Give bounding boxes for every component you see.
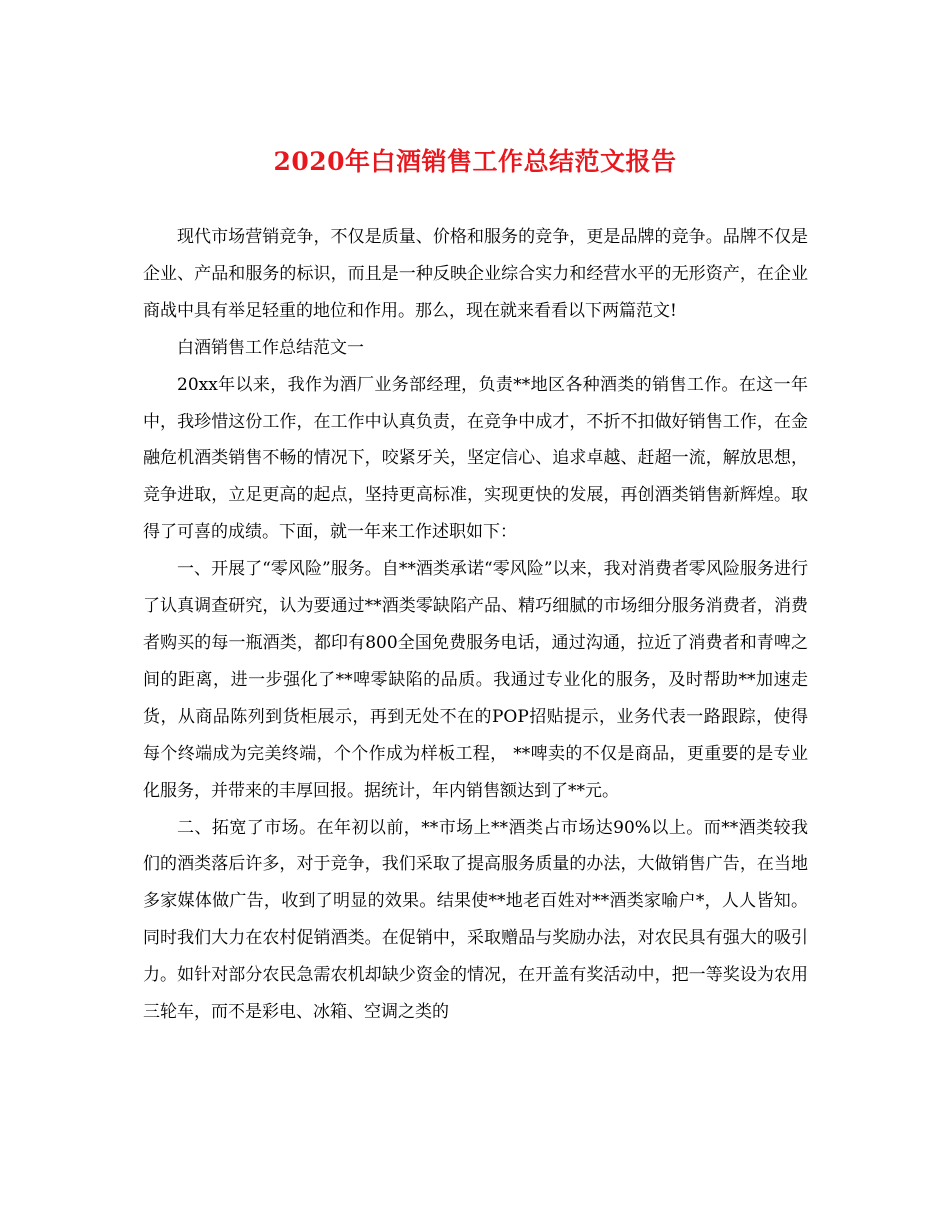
section-heading: 白酒销售工作总结范文一 xyxy=(177,337,364,358)
intro-paragraph: 现代市场营销竞争，不仅是质量、价格和服务的竞争，更是品牌的竞争。品牌不仅是企业、产品和服务的标识，而且是一种反映企业综合实力和经营水平的无形资产，在企业商战中具有举足轻重的地位和作用。那么，现在就来看看以下两篇范文! xyxy=(143,227,808,321)
body-paragraph: 20xx年以来，我作为酒厂业务部经理，负责**地区各种酒类的销售工作。在这一年中，我珍惜这份工作，在工作中认真负责，在竞争中成才，不折不扣做好销售工作，在金融危机酒类销售不畅的情况下，咬紧牙关，坚定信心、追求卓越、赶超一流，解放思想，竞争进取，立足更高的起点，坚持更高标准，实现更快的发展，再创酒类销售新辉煌。取得了可喜的成绩。下面，就一年来工作述职如下： xyxy=(143,374,808,543)
body-paragraph: 一、开展了“零风险”服务。自**酒类承诺“零风险”以来，我对消费者零风险服务进行了认真调查研究，认为要通过**酒类零缺陷产品、精巧细腻的市场细分服务消费者，消费者购买的每一瓶酒类，都印有800全国免费服务电话，通过沟通，拉近了消费者和青啤之间的距离，进一步强化了**啤零缺陷的品质。我通过专业化的服务，及时帮助**加速走货，从商品陈列到货柜展示，再到无处不在的POP招贴提示，业务代表一路跟踪，使得每个终端成为完美终端，个个作成为样板工程， **啤卖的不仅是商品，更重要的是专业化服务，并带来的丰厚回报。据统计，年内销售额达到了**元。 xyxy=(143,559,808,801)
page-title: 2020年白酒销售工作总结范文报告 xyxy=(273,147,677,176)
document-body xyxy=(143,219,808,1031)
body-paragraph: 二、拓宽了市场。在年初以前，**市场上**酒类占市场达90%以上。而**酒类较我们的酒类落后许多，对于竞争，我们采取了提高服务质量的办法，大做销售广告，在当地多家媒体做广告，收到了明显的效果。结果使**地老百姓对**酒类家喻户*，人人皆知。同时我们大力在农村促销酒类。在促销中，采取赠品与奖励办法，对农民具有强大的吸引力。如针对部分农民急需农机却缺少资金的情况，在开盖有奖活动中，把一等奖设为农用三轮车，而不是彩电、冰箱、空调之类的 xyxy=(143,817,808,1023)
